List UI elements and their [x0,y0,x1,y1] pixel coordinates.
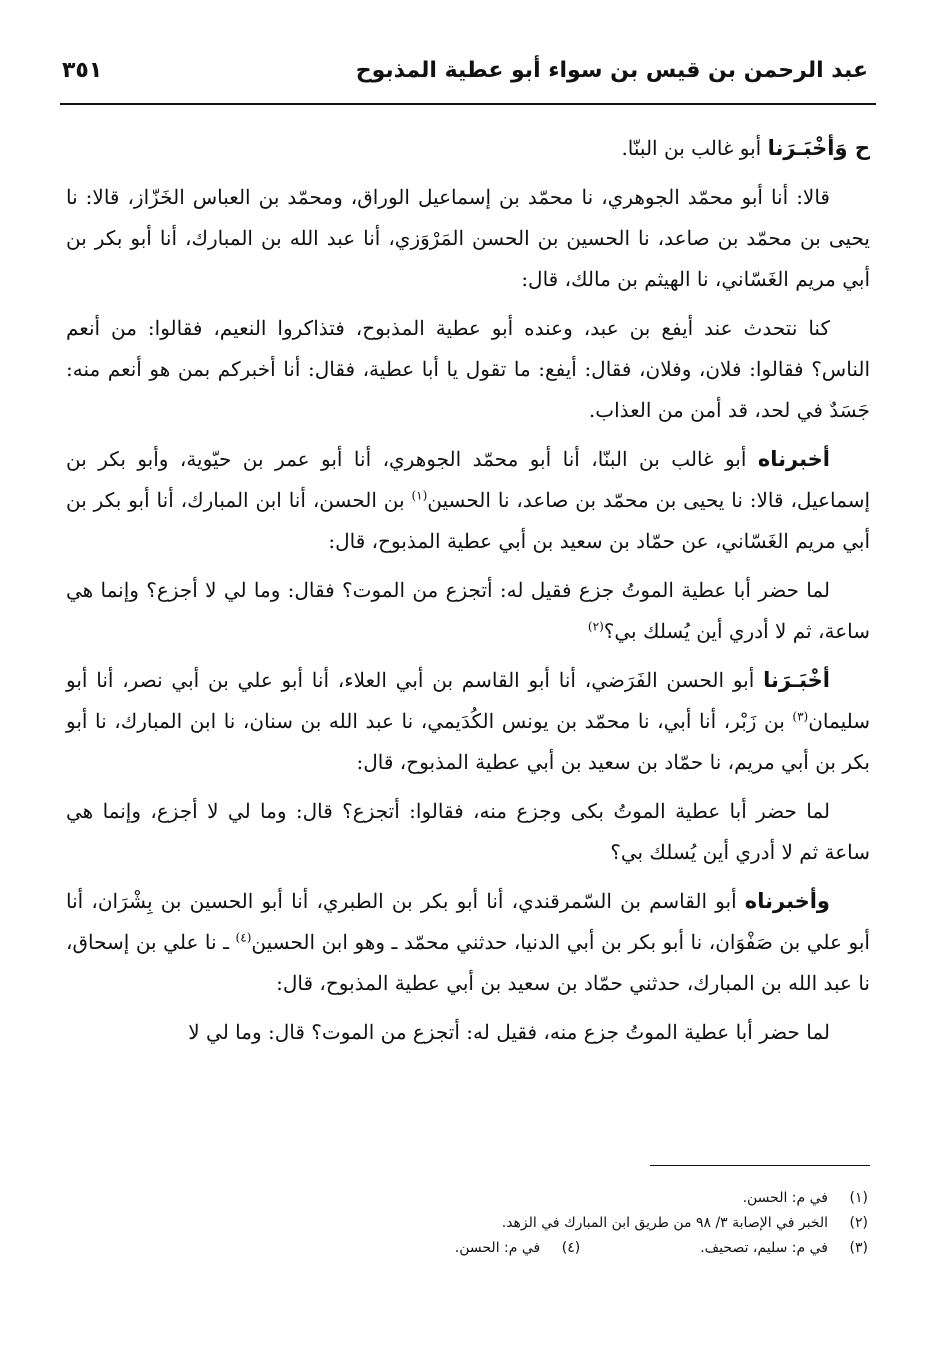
paragraph-text: قالا: أنا أبو محمّد الجوهري، نا محمّد بن إسماعيل الوراق، ومحمّد بن العباس الخَزّاز، قالا: نا يحيى بن محمّد بن صاعد، نا الحسين بن الحسن المَرْوَزي، أنا عبد الله بن المبارك، أنا أبو بكر بن أبي مريم الغَسّاني، نا الهيثم بن مالك، قال: [66,185,870,291]
footnote-number: (٢) [849,1215,868,1231]
footnote-number: (٤) [561,1240,581,1256]
paragraph-text: أبو غالب بن البنّا. [621,136,768,160]
paragraph-text: أبو القاسم بن السّمرقندي، أنا أبو بكر بن الطبري، أنا أبو الحسين بن بِشْرَان، أنا أبو علي بن صَفْوَان، نا أبو بكر بن أبي الدنيا، حدثني محمّد ـ وهو ابن الحسين [66,889,870,954]
footnote-3-4 [66,1236,868,1261]
footnote-number: (١) [849,1190,868,1206]
footnote-text: في م: الحسن. [742,1190,828,1206]
footnote-text: في م: الحسن. [454,1240,541,1256]
header-rule [60,103,876,105]
paragraph-2 [66,177,870,300]
paragraph-lead: أخبرناه [757,447,830,471]
paragraph-text-cont: بن الحسن، أنا ابن المبارك، أنا أبو بكر بن أبي مريم الغَسّاني، عن حمّاد بن سعيد بن أبي عطية المذبوح، قال: [66,488,870,553]
footnote-marker-3: (٣) [792,709,809,724]
footnote-text: الخبر في الإصابة ٣/ ٩٨ من طريق ابن المبارك في الزهد. [501,1215,828,1231]
paragraph-text: أبو الحسن الفَرَضي، أنا أبو القاسم بن أبي العلاء، أنا أبو علي بن أبي نصر، أنا أبو سليمان [66,668,870,733]
paragraph-9 [66,1012,870,1053]
paragraph-1 [66,128,870,169]
footnotes [66,1186,868,1261]
paragraph-6 [66,660,870,783]
paragraph-7 [66,791,870,873]
paragraph-text-cont: بن زَبْر، أنا أبي، نا محمّد بن يونس الكُدَيمي، نا عبد الله بن سنان، نا ابن المبارك، نا أبو بكر بن أبي مريم، نا حمّاد بن سعيد بن أبي عطية المذبوح، قال: [66,709,870,774]
paragraph-text: لما حضر أبا عطية الموتُ جزع منه، فقيل له: أتجزع من الموت؟ قال: وما لي لا [188,1020,830,1044]
paragraph-8 [66,881,870,1004]
paragraph-text: أبو غالب بن البنّا، أنا أبو محمّد الجوهري، أنا أبو عمر بن حيّوية، وأبو بكر بن إسماعيل، قالا: نا يحيى بن محمّد بن صاعد، نا الحسين [66,447,871,512]
paragraph-3 [66,308,870,431]
footnote-1 [66,1186,868,1211]
running-title: عبد الرحمن بن قيس بن سواء أبو عطية المذبوح [355,58,868,83]
paragraph-text: لما حضر أبا عطية الموتُ بكى وجزع منه، فقالوا: أتجزع؟ قال: وما لي لا أجزع، وإنما هي ساعة ثم لا أدري أين يُسلك بي؟ [66,799,870,864]
footnote-marker-4: (٤) [235,930,252,945]
paragraph-lead: أخْبَـرَنا [763,668,830,692]
body-text [66,128,870,1061]
paragraph-text: كنا نتحدث عند أيفع بن عبد، وعنده أبو عطية المذبوح، فتذاكروا النعيم، فقالوا: من أنعم الناس؟ فقالوا: فلان، وفلان، فقال: أيفع: ما تقول يا أبا عطية، فقال: أنا أخبركم بمن هو أنعم منه: جَسَدٌ في لحد، قد أمن من العذاب. [66,316,870,422]
paragraph-lead: ح وَأخْبَـرَنا [767,136,870,160]
footnote-text: في م: سليم، تصحيف. [700,1240,828,1256]
page-number: ٣٥١ [62,58,103,83]
paragraph-lead: وأخبرناه [744,889,830,913]
paragraph-5 [66,570,870,652]
footnote-marker-2: (٢) [587,619,604,634]
footnote-rule [650,1165,870,1166]
paragraph-text-cont: ـ نا علي بن إسحاق، نا عبد الله بن المبارك، حدثني حمّاد بن سعيد بن أبي عطية المذبوح، قال: [66,930,870,995]
footnote-marker-1: (١) [411,488,428,503]
footnote-2 [66,1211,868,1236]
footnote-number: (٣) [849,1240,868,1256]
paragraph-text: لما حضر أبا عطية الموتُ جزع فقيل له: أتجزع من الموت؟ فقال: وما لي لا أجزع؟ وإنما هي ساعة، ثم لا أدري أين يُسلك بي؟ [66,578,870,643]
paragraph-4 [66,439,870,562]
